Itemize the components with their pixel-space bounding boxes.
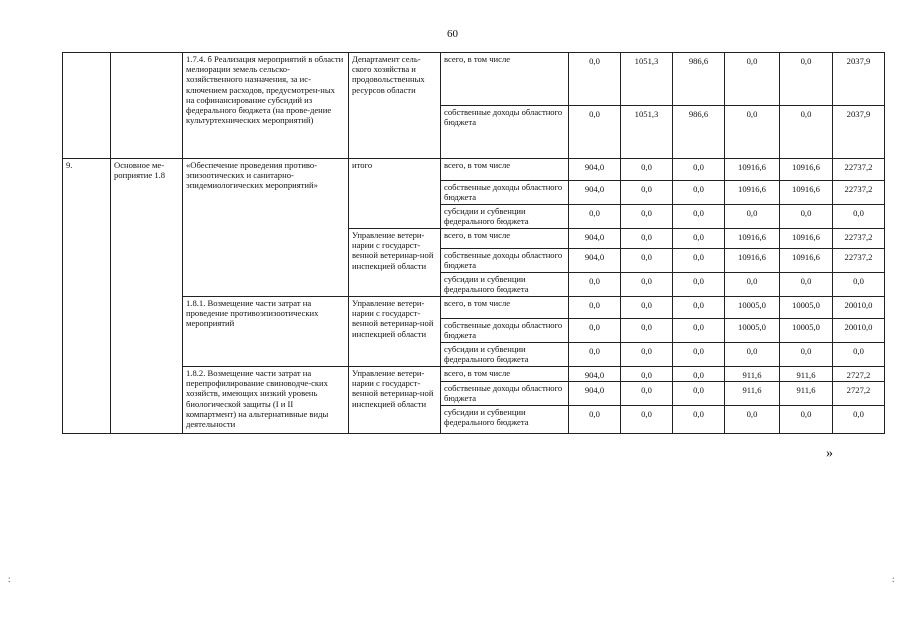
closing-quote-mark: » <box>826 446 833 461</box>
executor-cell: итого <box>349 159 441 229</box>
value-cell: 0,0 <box>673 343 725 367</box>
value-cell: 904,0 <box>569 229 621 249</box>
value-cell: 0,0 <box>725 205 780 229</box>
value-cell: 911,6 <box>725 367 780 382</box>
value-cell: 0,0 <box>621 273 673 297</box>
event-cell: «Обеспечение проведения противо-эпизоотических и санитарно-эпидемиологических мероприятий» <box>183 159 349 297</box>
value-cell: 10916,6 <box>780 159 833 181</box>
value-cell: 0,0 <box>621 319 673 343</box>
value-cell: 0,0 <box>621 343 673 367</box>
value-cell: 986,6 <box>673 53 725 106</box>
value-cell: 904,0 <box>569 181 621 205</box>
executor-cell: Департамент сель-ского хозяйства и продовольственных ресурсов области <box>349 53 441 159</box>
value-cell: 0,0 <box>780 273 833 297</box>
value-cell: 0,0 <box>569 205 621 229</box>
table-row <box>63 367 885 382</box>
value-cell: 0,0 <box>725 53 780 106</box>
left-margin-mark: : <box>8 574 11 584</box>
value-cell: 0,0 <box>673 273 725 297</box>
value-cell: 10005,0 <box>725 297 780 319</box>
value-cell: 0,0 <box>780 405 833 433</box>
value-cell: 10005,0 <box>780 297 833 319</box>
funding-source-cell: собственные доходы областного бюджета <box>441 319 569 343</box>
funding-source-cell: субсидии и субвенции федерального бюджета <box>441 205 569 229</box>
value-cell: 0,0 <box>673 249 725 273</box>
value-cell: 0,0 <box>569 273 621 297</box>
value-cell: 0,0 <box>833 205 885 229</box>
measure-cell: Основное ме-роприятие 1.8 <box>111 159 183 434</box>
event-cell: 1.7.4. б Реализация мероприятий в области мелиорации земель сельско-хозяйственного назначения, за ис-ключением расходов, предусмотрен-ных на софинансирование субсидий из федерального бюджета (на прове-дение культуртехнических мероприятий) <box>183 53 349 159</box>
event-cell: 1.8.1. Возмещение части затрат на проведение противоэпизоотических мероприятий <box>183 297 349 367</box>
value-cell: 2727,2 <box>833 367 885 382</box>
value-cell: 0,0 <box>833 343 885 367</box>
value-cell: 2037,9 <box>833 106 885 159</box>
funding-source-cell: собственные доходы областного бюджета <box>441 106 569 159</box>
value-cell: 10005,0 <box>780 319 833 343</box>
value-cell: 904,0 <box>569 382 621 405</box>
row-number-cell <box>63 53 111 159</box>
value-cell: 0,0 <box>621 205 673 229</box>
value-cell: 22737,2 <box>833 181 885 205</box>
funding-source-cell: всего, в том числе <box>441 229 569 249</box>
value-cell: 0,0 <box>725 273 780 297</box>
value-cell: 10916,6 <box>725 159 780 181</box>
value-cell: 1051,3 <box>621 53 673 106</box>
value-cell: 0,0 <box>621 249 673 273</box>
table-row <box>63 53 885 106</box>
value-cell: 0,0 <box>673 367 725 382</box>
value-cell: 0,0 <box>621 405 673 433</box>
value-cell: 911,6 <box>780 382 833 405</box>
value-cell: 0,0 <box>780 106 833 159</box>
value-cell: 0,0 <box>621 181 673 205</box>
funding-source-cell: собственные доходы областного бюджета <box>441 181 569 205</box>
value-cell: 0,0 <box>833 273 885 297</box>
value-cell: 0,0 <box>621 367 673 382</box>
funding-source-cell: всего, в том числе <box>441 297 569 319</box>
value-cell: 10916,6 <box>780 181 833 205</box>
value-cell: 0,0 <box>780 53 833 106</box>
value-cell: 0,0 <box>621 297 673 319</box>
value-cell: 911,6 <box>780 367 833 382</box>
right-margin-mark: : <box>892 574 895 584</box>
value-cell: 904,0 <box>569 159 621 181</box>
value-cell: 1051,3 <box>621 106 673 159</box>
value-cell: 22737,2 <box>833 249 885 273</box>
value-cell: 0,0 <box>780 205 833 229</box>
value-cell: 20010,0 <box>833 297 885 319</box>
value-cell: 20010,0 <box>833 319 885 343</box>
value-cell: 0,0 <box>833 405 885 433</box>
measure-cell <box>111 53 183 159</box>
value-cell: 0,0 <box>673 405 725 433</box>
row-number-cell: 9. <box>63 159 111 434</box>
value-cell: 0,0 <box>569 106 621 159</box>
value-cell: 22737,2 <box>833 159 885 181</box>
value-cell: 0,0 <box>569 53 621 106</box>
funding-source-cell: субсидии и субвенции федерального бюджета <box>441 405 569 433</box>
value-cell: 0,0 <box>673 382 725 405</box>
table-row <box>63 159 885 181</box>
executor-cell: Управление ветери-нарии с государст-венной ветеринар-ной инспекцией области <box>349 297 441 367</box>
value-cell: 0,0 <box>673 297 725 319</box>
value-cell: 0,0 <box>725 106 780 159</box>
value-cell: 2037,9 <box>833 53 885 106</box>
value-cell: 0,0 <box>569 297 621 319</box>
value-cell: 0,0 <box>673 181 725 205</box>
page-number: 60 <box>447 28 458 40</box>
value-cell: 0,0 <box>725 405 780 433</box>
value-cell: 0,0 <box>673 205 725 229</box>
value-cell: 911,6 <box>725 382 780 405</box>
value-cell: 10005,0 <box>725 319 780 343</box>
executor-cell: Управление ветери-нарии с государст-венной ветеринар-ной инспекцией области <box>349 229 441 297</box>
funding-source-cell: всего, в том числе <box>441 159 569 181</box>
value-cell: 0,0 <box>673 229 725 249</box>
value-cell: 986,6 <box>673 106 725 159</box>
value-cell: 10916,6 <box>725 249 780 273</box>
value-cell: 0,0 <box>621 382 673 405</box>
funding-source-cell: субсидии и субвенции федерального бюджета <box>441 343 569 367</box>
table-row <box>63 297 885 319</box>
value-cell: 10916,6 <box>780 249 833 273</box>
value-cell: 10916,6 <box>780 229 833 249</box>
value-cell: 2727,2 <box>833 382 885 405</box>
value-cell: 904,0 <box>569 249 621 273</box>
value-cell: 0,0 <box>780 343 833 367</box>
value-cell: 22737,2 <box>833 229 885 249</box>
funding-source-cell: собственные доходы областного бюджета <box>441 382 569 405</box>
funding-source-cell: всего, в том числе <box>441 367 569 382</box>
value-cell: 0,0 <box>673 319 725 343</box>
value-cell: 904,0 <box>569 367 621 382</box>
value-cell: 0,0 <box>725 343 780 367</box>
event-cell: 1.8.2. Возмещение части затрат на перепрофилирование свиноводче-ских хозяйств, имеющих низкий уровень биологической защиты (I и II компартмент) на альтернативные виды деятельности <box>183 367 349 434</box>
funding-source-cell: собственные доходы областного бюджета <box>441 249 569 273</box>
budget-table <box>62 52 885 434</box>
executor-cell: Управление ветери-нарии с государст-венной ветеринар-ной инспекцией области <box>349 367 441 434</box>
value-cell: 0,0 <box>569 343 621 367</box>
value-cell: 0,0 <box>569 319 621 343</box>
funding-source-cell: всего, в том числе <box>441 53 569 106</box>
value-cell: 0,0 <box>569 405 621 433</box>
funding-source-cell: субсидии и субвенции федерального бюджета <box>441 273 569 297</box>
value-cell: 0,0 <box>673 159 725 181</box>
value-cell: 10916,6 <box>725 229 780 249</box>
value-cell: 0,0 <box>621 159 673 181</box>
value-cell: 0,0 <box>621 229 673 249</box>
value-cell: 10916,6 <box>725 181 780 205</box>
